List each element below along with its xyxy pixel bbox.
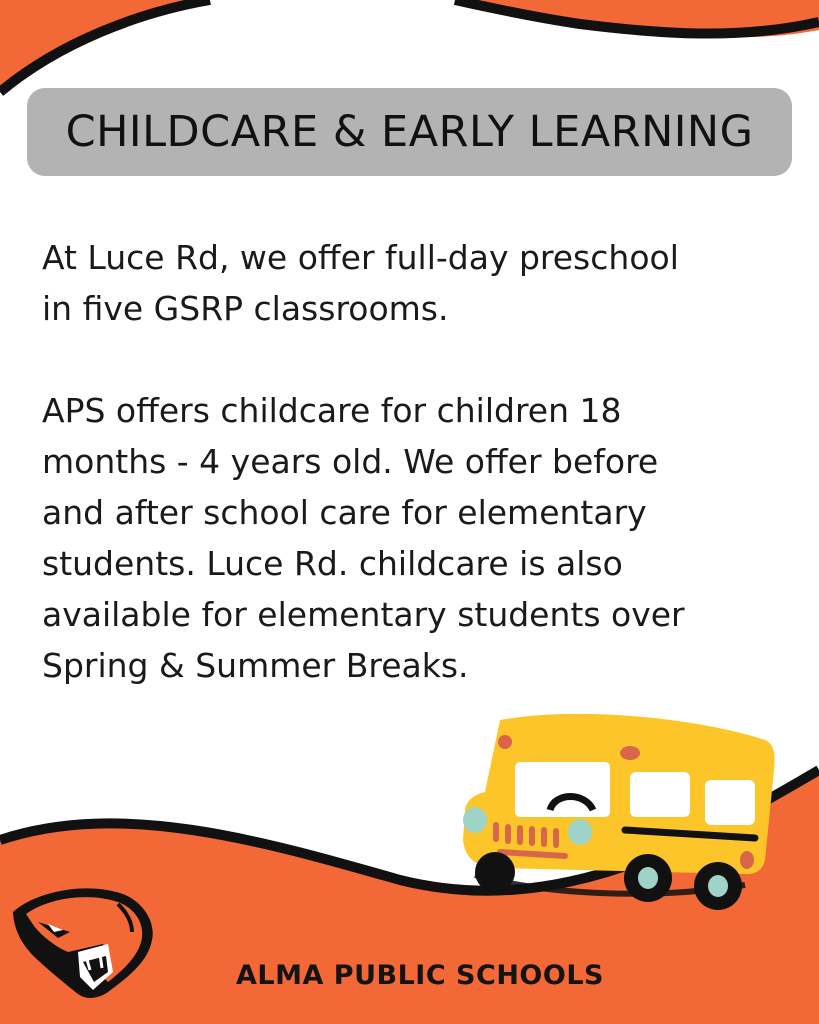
- text-line: APS offers childcare for children 18: [42, 391, 622, 430]
- text-line: and after school care for elementary: [42, 493, 647, 532]
- text-line: students. Luce Rd. childcare is also: [42, 544, 623, 583]
- text-line: At Luce Rd, we offer full-day preschool: [42, 238, 679, 277]
- panther-mascot-icon: [8, 882, 158, 1002]
- text-line: available for elementary students over: [42, 595, 685, 634]
- text-line: months - 4 years old. We offer before: [42, 442, 659, 481]
- school-bus-icon: [455, 700, 785, 920]
- title-banner: [27, 88, 792, 176]
- text-line: in five GSRP classrooms.: [42, 289, 449, 328]
- paragraph-childcare: [42, 385, 782, 691]
- page-title: CHILDCARE & EARLY LEARNING: [65, 107, 754, 157]
- school-name: ALMA PUBLIC SCHOOLS: [236, 960, 604, 991]
- body-content: [42, 232, 782, 691]
- top-left-wave: [0, 0, 210, 90]
- text-line: Spring & Summer Breaks.: [42, 646, 469, 685]
- paragraph-preschool: [42, 232, 782, 334]
